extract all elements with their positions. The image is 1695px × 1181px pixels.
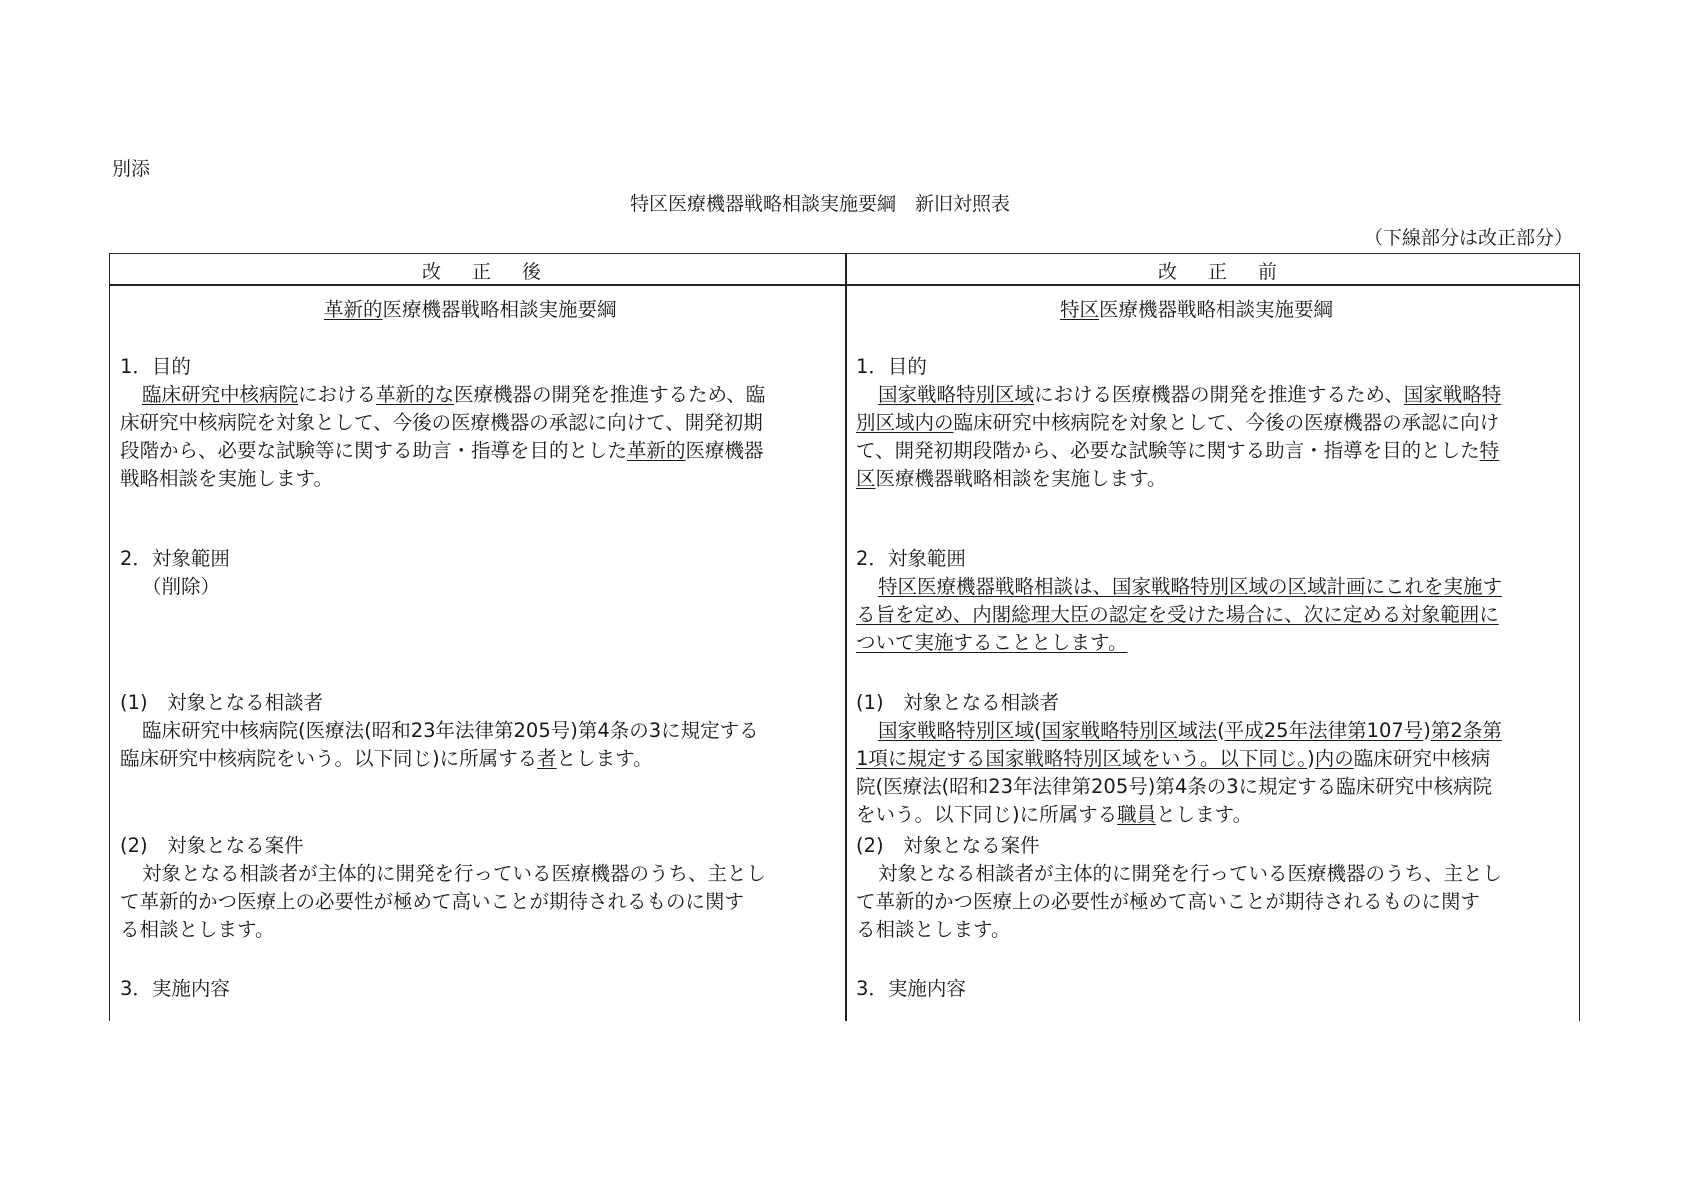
before-section2-2-line2: て革新的かつ医療上の必要性が極めて高いことが期待されるものに関す <box>856 890 1481 913</box>
before-section2-1-line4 <box>856 799 1252 827</box>
after-text: 医療機器の開発を推進するため、臨 <box>454 383 766 406</box>
before-underlined: ついて実施することとします。 <box>856 631 1128 654</box>
after-title <box>324 294 617 322</box>
after-text: 段階から、必要な試験等に関する助言・指導を目的とした <box>120 439 628 462</box>
header-after-revision: 改 正 後 <box>422 261 548 283</box>
after-section1-line4: 戦略相談を実施します。 <box>120 467 333 490</box>
after-section2-1-line1: 臨床研究中核病院(医療法(昭和23年法律第205号)第4条の3に規定する <box>142 719 759 742</box>
after-underlined: 革新的 <box>627 439 686 462</box>
after-section2-2-line1: 対象となる相談者が主体的に開発を行っている医療機器のうち、主とし <box>142 862 767 885</box>
after-section1-line2: 床研究中核病院を対象として、今後の医療機器の承認に向けて、開発初期 <box>120 411 763 434</box>
before-underlined: 1項に規定する国家戦略特別区域をいう。以下同じ。 <box>856 747 1308 770</box>
before-underlined: 職員 <box>1117 803 1157 826</box>
before-title <box>1060 294 1333 322</box>
before-section2-2-line1: 対象となる相談者が主体的に開発を行っている医療機器のうち、主とし <box>878 862 1503 885</box>
before-text: ( <box>1034 719 1042 742</box>
attachment-label: 別添 <box>112 158 151 180</box>
after-section2-2-line3: る相談とします。 <box>120 918 275 941</box>
before-underlined: る旨を定め、内閣総理大臣の認定を受けた場合に、次に定める対象範囲に <box>856 603 1499 626</box>
header-before-revision: 改 正 前 <box>1158 261 1284 283</box>
before-text: 医療機器戦略相談を実施します。 <box>875 467 1167 490</box>
before-title-underlined: 特区 <box>1060 298 1100 321</box>
after-section2-2-line2: て革新的かつ医療上の必要性が極めて高いことが期待されるものに関す <box>120 890 745 913</box>
after-section2-deleted: （削除） <box>142 575 221 598</box>
before-section1-line4 <box>856 463 1166 491</box>
before-section2-2-line3: る相談とします。 <box>856 918 1011 941</box>
before-underlined: 内の <box>1314 747 1354 770</box>
before-text: 臨床研究中核病 <box>1353 747 1491 770</box>
before-underlined: 特区医療機器戦略相談は、国家戦略特別区域の区域計画にこれを実施す <box>878 575 1503 598</box>
after-text: 医療機器 <box>685 439 764 462</box>
after-text: 臨床研究中核病院をいう。以下同じ)に所属する <box>120 747 538 770</box>
after-underlined: 革新的な <box>376 383 455 406</box>
before-section3-heading: 3．実施内容 <box>856 977 966 1000</box>
before-section2-line2 <box>856 599 1499 627</box>
before-text: とします。 <box>1156 803 1253 826</box>
before-underlined: 区 <box>856 467 876 490</box>
document-title: 特区医療機器戦略相談実施要綱 新旧対照表 <box>630 193 1011 215</box>
after-section2-2-heading: (2) 対象となる案件 <box>120 834 304 857</box>
before-section2-line1 <box>878 571 1502 599</box>
before-section2-1-line2 <box>856 743 1490 771</box>
before-section2-line3 <box>856 627 1127 655</box>
before-section2-1-heading: (1) 対象となる相談者 <box>856 691 1060 714</box>
underline-note: （下線部分は改正部分） <box>1364 227 1574 249</box>
after-text: における <box>298 383 377 406</box>
before-underlined: 国家戦略特別区域 <box>878 719 1035 742</box>
after-section2-heading: 2．対象範囲 <box>120 547 230 570</box>
after-section3-heading: 3．実施内容 <box>120 977 230 1000</box>
before-underlined: 国家戦略特別区域 <box>878 383 1035 406</box>
before-title-text: 医療機器戦略相談実施要綱 <box>1099 298 1334 321</box>
after-section1-line3 <box>120 435 764 463</box>
before-text: て、開発初期段階から、必要な試験等に関する助言・指導を目的とした <box>856 439 1480 462</box>
before-section2-2-heading: (2) 対象となる案件 <box>856 834 1040 857</box>
before-underlined: 平成25年法律第107号 <box>1224 719 1424 742</box>
before-text: 臨床研究中核病院を対象として、今後の医療機器の承認に向け <box>953 411 1500 434</box>
before-text: をいう。以下同じ)に所属する <box>856 803 1118 826</box>
before-text: における医療機器の開発を推進するため、 <box>1034 383 1404 406</box>
before-text: ( <box>1217 719 1225 742</box>
before-section2-heading: 2．対象範囲 <box>856 547 966 570</box>
before-underlined: 第2条第 <box>1430 719 1502 742</box>
after-section1-line1 <box>142 379 765 407</box>
header-divider <box>110 284 1579 286</box>
comparison-table <box>109 253 1580 1021</box>
before-underlined: 別区域内の <box>856 411 954 434</box>
before-section2-1-line1 <box>878 715 1502 743</box>
before-text: ) <box>1423 719 1431 742</box>
after-title-underlined: 革新的 <box>324 298 383 321</box>
before-text: ) <box>1307 747 1315 770</box>
after-underlined: 者 <box>537 747 557 770</box>
after-section2-1-line2 <box>120 743 653 771</box>
after-section1-heading: 1．目的 <box>120 355 191 378</box>
before-underlined: 国家戦略特 <box>1403 383 1502 406</box>
before-section1-heading: 1．目的 <box>856 355 927 378</box>
after-title-text: 医療機器戦略相談実施要綱 <box>382 298 617 321</box>
after-underlined: 臨床研究中核病院 <box>142 383 299 406</box>
after-section2-1-heading: (1) 対象となる相談者 <box>120 691 324 714</box>
before-section1-line2 <box>856 407 1499 435</box>
before-underlined: 国家戦略特別区域法 <box>1041 719 1218 742</box>
before-section1-line3 <box>856 435 1499 463</box>
before-section2-1-line3: 院(医療法(昭和23年法律第205号)第4条の3に規定する臨床研究中核病院 <box>856 775 1493 798</box>
before-underlined: 特 <box>1479 439 1500 462</box>
after-text: とします。 <box>556 747 653 770</box>
before-section1-line1 <box>878 379 1501 407</box>
column-divider <box>845 254 847 1021</box>
